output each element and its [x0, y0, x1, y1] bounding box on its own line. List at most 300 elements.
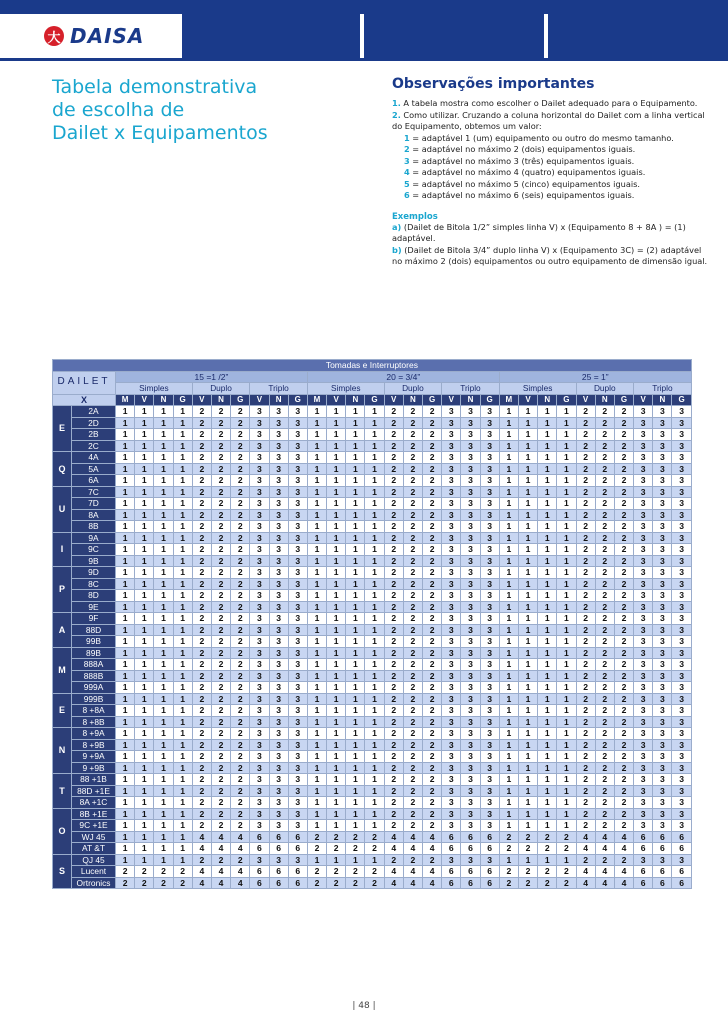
value-cell: 1	[538, 406, 557, 418]
value-cell: 3	[653, 601, 672, 613]
value-cell: 2	[211, 578, 230, 590]
value-cell: 1	[154, 498, 173, 510]
value-cell: 3	[288, 463, 307, 475]
value-cell: 1	[116, 831, 135, 843]
value-cell: 2	[116, 866, 135, 878]
value-cell: 6	[634, 831, 653, 843]
value-cell: 3	[461, 498, 480, 510]
value-cell: 2	[384, 774, 403, 786]
value-cell: 2	[384, 728, 403, 740]
value-cell: 3	[250, 739, 269, 751]
value-cell: 1	[173, 820, 192, 832]
table-row	[53, 854, 692, 866]
equipment-name: 8 +8A	[72, 705, 116, 717]
value-cell: 1	[538, 854, 557, 866]
value-cell: 1	[173, 417, 192, 429]
value-cell: 3	[672, 475, 691, 487]
table-row	[53, 429, 692, 441]
value-cell: 3	[269, 774, 288, 786]
value-cell: 1	[346, 406, 365, 418]
value-cell: 1	[538, 452, 557, 464]
value-cell: 1	[135, 601, 154, 613]
value-cell: 2	[346, 877, 365, 889]
value-cell: 3	[672, 590, 691, 602]
value-cell: 2	[403, 440, 422, 452]
value-cell: 1	[518, 624, 537, 636]
value-cell: 1	[307, 486, 326, 498]
value-cell: 2	[384, 670, 403, 682]
value-cell: 1	[518, 670, 537, 682]
value-cell: 2	[173, 877, 192, 889]
value-cell: 2	[595, 475, 614, 487]
value-cell: 1	[116, 728, 135, 740]
value-cell: 2	[576, 417, 595, 429]
value-cell: 1	[499, 429, 518, 441]
value-cell: 4	[192, 877, 211, 889]
value-cell: 3	[653, 716, 672, 728]
value-cell: 2	[327, 843, 346, 855]
value-cell: 1	[307, 716, 326, 728]
value-cell: 6	[288, 831, 307, 843]
value-cell: 1	[346, 486, 365, 498]
value-cell: 3	[250, 590, 269, 602]
value-cell: 3	[634, 601, 653, 613]
value-cell: 2	[403, 693, 422, 705]
equipment-name: 8D	[72, 590, 116, 602]
value-cell: 1	[518, 774, 537, 786]
value-cell: 2	[403, 475, 422, 487]
value-cell: 1	[365, 417, 384, 429]
value-cell: 3	[480, 567, 499, 579]
table-row	[53, 406, 692, 418]
value-cell: 1	[346, 429, 365, 441]
value-cell: 2	[403, 544, 422, 556]
value-cell: 3	[269, 636, 288, 648]
value-cell: 2	[231, 762, 250, 774]
value-cell: 2	[423, 486, 442, 498]
value-cell: 1	[116, 670, 135, 682]
value-cell: 2	[384, 521, 403, 533]
value-cell: 1	[557, 613, 576, 625]
value-cell: 3	[250, 785, 269, 797]
value-cell: 2	[614, 636, 633, 648]
value-cell: 3	[269, 601, 288, 613]
equipment-name: 7C	[72, 486, 116, 498]
value-cell: 2	[211, 463, 230, 475]
value-cell: 3	[288, 705, 307, 717]
value-cell: 1	[307, 440, 326, 452]
value-cell: 3	[288, 532, 307, 544]
value-cell: 3	[442, 555, 461, 567]
value-cell: 1	[173, 693, 192, 705]
value-cell: 3	[634, 521, 653, 533]
value-cell: 1	[518, 762, 537, 774]
value-cell: 2	[423, 521, 442, 533]
column-header: V	[192, 394, 211, 406]
value-cell: 2	[173, 866, 192, 878]
value-cell: 4	[231, 877, 250, 889]
value-cell: 2	[423, 440, 442, 452]
value-cell: 3	[480, 486, 499, 498]
value-cell: 2	[595, 636, 614, 648]
value-cell: 6	[461, 866, 480, 878]
value-cell: 2	[595, 659, 614, 671]
value-cell: 3	[250, 567, 269, 579]
side-letter: T	[53, 774, 72, 809]
value-cell: 1	[538, 532, 557, 544]
value-cell: 1	[135, 452, 154, 464]
value-cell: 2	[384, 567, 403, 579]
value-cell: 6	[250, 866, 269, 878]
value-cell: 1	[135, 624, 154, 636]
value-cell: 3	[653, 555, 672, 567]
value-cell: 2	[231, 406, 250, 418]
value-cell: 1	[173, 590, 192, 602]
value-cell: 2	[192, 670, 211, 682]
value-cell: 3	[269, 820, 288, 832]
value-cell: 3	[672, 636, 691, 648]
value-cell: 3	[634, 670, 653, 682]
value-cell: 2	[211, 509, 230, 521]
value-cell: 3	[288, 785, 307, 797]
value-cell: 1	[499, 854, 518, 866]
value-cell: 1	[116, 659, 135, 671]
value-cell: 3	[672, 578, 691, 590]
value-cell: 2	[192, 475, 211, 487]
value-cell: 3	[653, 728, 672, 740]
value-cell: 2	[423, 797, 442, 809]
value-cell: 1	[557, 452, 576, 464]
value-cell: 2	[192, 808, 211, 820]
value-cell: 1	[327, 728, 346, 740]
value-cell: 2	[365, 843, 384, 855]
table-row	[53, 555, 692, 567]
value-cell: 3	[250, 682, 269, 694]
equipment-name: 9A	[72, 532, 116, 544]
value-cell: 2	[595, 785, 614, 797]
value-cell: 3	[461, 613, 480, 625]
value-cell: 3	[461, 417, 480, 429]
value-cell: 1	[499, 406, 518, 418]
side-letter: M	[53, 647, 72, 693]
value-cell: 3	[672, 601, 691, 613]
value-cell: 2	[576, 624, 595, 636]
value-cell: 1	[557, 739, 576, 751]
value-cell: 6	[634, 877, 653, 889]
table-row	[53, 624, 692, 636]
value-cell: 2	[192, 728, 211, 740]
equipment-name: 888A	[72, 659, 116, 671]
value-cell: 3	[634, 440, 653, 452]
value-cell: 2	[231, 440, 250, 452]
value-cell: 3	[288, 486, 307, 498]
value-cell: 1	[173, 670, 192, 682]
value-cell: 1	[135, 486, 154, 498]
value-cell: 1	[135, 751, 154, 763]
value-cell: 2	[231, 544, 250, 556]
value-cell: 2	[231, 624, 250, 636]
value-cell: 3	[653, 739, 672, 751]
value-cell: 2	[192, 567, 211, 579]
value-cell: 1	[135, 682, 154, 694]
value-cell: 4	[403, 866, 422, 878]
value-cell: 3	[461, 797, 480, 809]
value-cell: 3	[442, 751, 461, 763]
table-row	[53, 705, 692, 717]
value-cell: 1	[365, 486, 384, 498]
value-cell: 1	[307, 601, 326, 613]
value-cell: 2	[384, 797, 403, 809]
value-cell: 1	[307, 463, 326, 475]
value-cell: 3	[288, 475, 307, 487]
value-cell: 2	[614, 567, 633, 579]
value-cell: 1	[346, 463, 365, 475]
value-cell: 3	[480, 670, 499, 682]
value-cell: 2	[423, 463, 442, 475]
value-cell: 1	[173, 647, 192, 659]
value-cell: 3	[250, 808, 269, 820]
table-row	[53, 613, 692, 625]
value-cell: 2	[327, 831, 346, 843]
value-cell: 1	[538, 636, 557, 648]
value-cell: 1	[538, 486, 557, 498]
value-cell: 2	[423, 716, 442, 728]
value-cell: 3	[269, 728, 288, 740]
value-cell: 2	[423, 498, 442, 510]
value-cell: 3	[250, 475, 269, 487]
example-a: a) (Dailet de Bitola 1/2” simples linha V) x (Equipamento 8 + 8A ) = (1) adaptável.	[392, 221, 686, 243]
value-cell: 1	[365, 785, 384, 797]
value-cell: 1	[327, 682, 346, 694]
value-cell: 3	[672, 659, 691, 671]
value-cell: 2	[192, 521, 211, 533]
value-cell: 2	[192, 578, 211, 590]
value-cell: 2	[135, 877, 154, 889]
value-cell: 2	[423, 647, 442, 659]
value-cell: 3	[653, 486, 672, 498]
value-cell: 4	[423, 831, 442, 843]
value-cell: 1	[346, 739, 365, 751]
value-cell: 1	[499, 682, 518, 694]
value-cell: 3	[442, 854, 461, 866]
value-cell: 2	[384, 751, 403, 763]
value-cell: 2	[211, 659, 230, 671]
value-cell: 2	[576, 728, 595, 740]
value-cell: 1	[365, 498, 384, 510]
value-cell: 1	[346, 498, 365, 510]
value-cell: 2	[576, 406, 595, 418]
observations	[392, 76, 712, 268]
value-cell: 1	[365, 555, 384, 567]
table-row	[53, 578, 692, 590]
value-cell: 3	[672, 808, 691, 820]
value-cell: 2	[423, 820, 442, 832]
value-cell: 3	[480, 532, 499, 544]
value-cell: 1	[116, 647, 135, 659]
value-cell: 3	[461, 774, 480, 786]
value-cell: 2	[231, 728, 250, 740]
value-cell: 3	[288, 429, 307, 441]
value-cell: 3	[288, 682, 307, 694]
value-cell: 3	[269, 854, 288, 866]
value-cell: 6	[269, 831, 288, 843]
value-cell: 2	[211, 854, 230, 866]
value-cell: 3	[653, 751, 672, 763]
value-cell: 2	[231, 647, 250, 659]
value-cell: 2	[595, 601, 614, 613]
value-cell: 2	[576, 670, 595, 682]
value-cell: 2	[614, 532, 633, 544]
value-cell: 1	[327, 659, 346, 671]
value-cell: 3	[653, 590, 672, 602]
value-cell: 1	[518, 854, 537, 866]
value-cell: 3	[461, 705, 480, 717]
value-cell: 3	[250, 440, 269, 452]
value-cell: 2	[538, 877, 557, 889]
value-cell: 3	[653, 406, 672, 418]
value-cell: 2	[423, 429, 442, 441]
value-cell: 2	[423, 567, 442, 579]
value-cell: 1	[346, 728, 365, 740]
value-cell: 1	[499, 498, 518, 510]
value-cell: 1	[327, 544, 346, 556]
value-cell: 6	[480, 877, 499, 889]
value-cell: 2	[595, 808, 614, 820]
value-cell: 3	[461, 716, 480, 728]
value-cell: 1	[135, 843, 154, 855]
value-cell: 3	[672, 532, 691, 544]
value-cell: 1	[327, 406, 346, 418]
value-cell: 2	[403, 854, 422, 866]
value-cell: 2	[231, 521, 250, 533]
value-cell: 2	[595, 486, 614, 498]
value-cell: 4	[595, 831, 614, 843]
table-header-row	[53, 360, 692, 372]
value-cell: 1	[327, 475, 346, 487]
value-cell: 1	[307, 636, 326, 648]
value-cell: 3	[634, 636, 653, 648]
value-cell: 2	[614, 486, 633, 498]
value-cell: 1	[557, 774, 576, 786]
value-cell: 3	[288, 498, 307, 510]
value-cell: 3	[250, 532, 269, 544]
value-cell: 2	[614, 785, 633, 797]
value-cell: 2	[384, 705, 403, 717]
value-cell: 3	[672, 785, 691, 797]
value-cell: 1	[346, 590, 365, 602]
column-header: M	[499, 394, 518, 406]
value-cell: 1	[154, 532, 173, 544]
value-cell: 1	[135, 785, 154, 797]
value-cell: 3	[269, 659, 288, 671]
value-cell: 1	[116, 854, 135, 866]
value-cell: 2	[595, 452, 614, 464]
value-cell: 1	[327, 693, 346, 705]
value-cell: 3	[269, 590, 288, 602]
value-cell: 1	[327, 417, 346, 429]
value-cell: 1	[154, 544, 173, 556]
value-cell: 3	[634, 613, 653, 625]
table-row	[53, 774, 692, 786]
value-cell: 3	[442, 567, 461, 579]
value-cell: 3	[480, 636, 499, 648]
value-cell: 3	[480, 808, 499, 820]
value-cell: 1	[518, 521, 537, 533]
value-cell: 2	[576, 440, 595, 452]
equipment-name: 88D +1E	[72, 785, 116, 797]
value-cell: 4	[403, 877, 422, 889]
value-cell: 3	[480, 613, 499, 625]
value-cell: 2	[518, 843, 537, 855]
value-cell: 1	[518, 785, 537, 797]
value-cell: 3	[461, 509, 480, 521]
column-header: M	[116, 394, 135, 406]
value-cell: 3	[269, 808, 288, 820]
value-cell: 1	[116, 590, 135, 602]
group-header: Simples	[499, 383, 576, 395]
value-cell: 2	[211, 624, 230, 636]
value-cell: 1	[538, 475, 557, 487]
value-cell: 3	[461, 647, 480, 659]
value-cell: 2	[211, 739, 230, 751]
x-label: X	[53, 394, 116, 406]
value-cell: 2	[423, 578, 442, 590]
value-cell: 1	[346, 751, 365, 763]
value-cell: 2	[346, 831, 365, 843]
column-header: N	[154, 394, 173, 406]
logo	[0, 14, 180, 58]
value-cell: 2	[384, 578, 403, 590]
value-cell: 3	[672, 774, 691, 786]
value-cell: 3	[634, 820, 653, 832]
value-cell: 3	[442, 532, 461, 544]
value-cell: 1	[557, 555, 576, 567]
value-cell: 3	[634, 739, 653, 751]
value-cell: 3	[480, 682, 499, 694]
value-cell: 1	[173, 682, 192, 694]
value-cell: 2	[231, 774, 250, 786]
value-cell: 2	[403, 647, 422, 659]
value-cell: 1	[135, 728, 154, 740]
value-cell: 1	[346, 452, 365, 464]
value-cell: 1	[135, 590, 154, 602]
value-cell: 1	[518, 590, 537, 602]
value-cell: 1	[518, 601, 537, 613]
value-cell: 2	[576, 636, 595, 648]
value-cell: 3	[442, 739, 461, 751]
value-cell: 2	[211, 521, 230, 533]
value-cell: 1	[307, 670, 326, 682]
value-cell: 1	[538, 498, 557, 510]
value-cell: 1	[499, 762, 518, 774]
value-cell: 3	[634, 498, 653, 510]
value-cell: 2	[595, 854, 614, 866]
value-cell: 1	[518, 716, 537, 728]
value-cell: 6	[288, 877, 307, 889]
value-cell: 2	[231, 532, 250, 544]
value-cell: 2	[557, 866, 576, 878]
value-cell: 2	[384, 463, 403, 475]
value-cell: 3	[480, 475, 499, 487]
value-cell: 3	[250, 716, 269, 728]
value-cell: 2	[211, 716, 230, 728]
value-cell: 3	[442, 463, 461, 475]
value-cell: 1	[154, 636, 173, 648]
column-header: V	[327, 394, 346, 406]
value-cell: 2	[231, 693, 250, 705]
value-cell: 2	[192, 429, 211, 441]
value-cell: 3	[480, 521, 499, 533]
